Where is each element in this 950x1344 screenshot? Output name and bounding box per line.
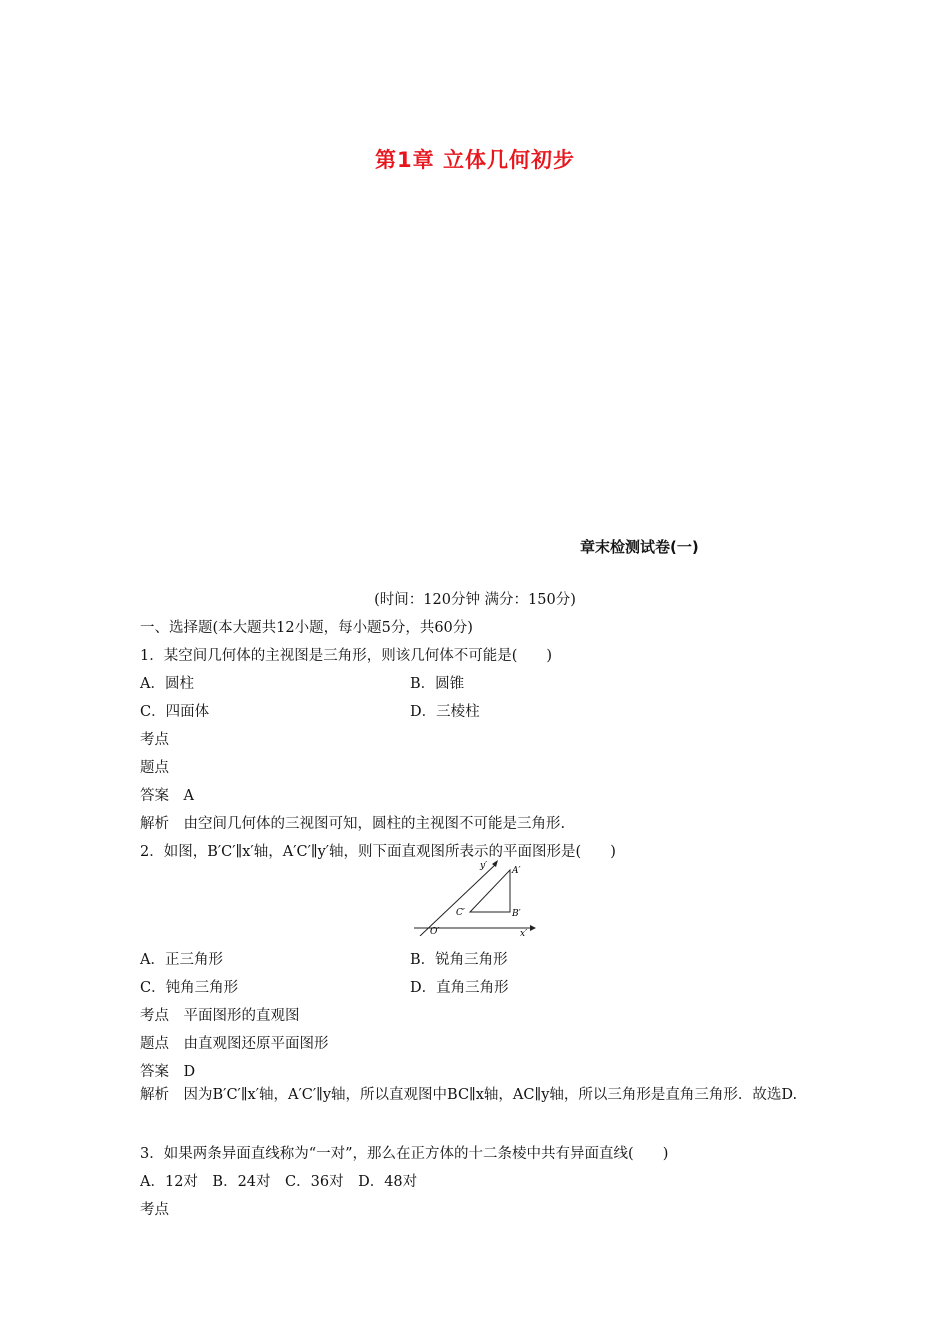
label-y: y′: [480, 861, 488, 871]
chapter-title: 第1章 立体几何初步: [375, 148, 575, 172]
q1-tidian: 题点: [140, 760, 169, 776]
exam-info: (时间：120分钟 满分：150分): [374, 592, 576, 608]
q1-kaodian: 考点: [140, 732, 169, 748]
label-o: O′: [430, 927, 440, 936]
label-b: B′: [512, 909, 521, 919]
label-c: C′: [456, 908, 465, 918]
q1-option-a: A．圆柱: [140, 676, 194, 692]
label-a: A′: [512, 866, 521, 876]
q2-stem: 2．如图，B′C′∥x′轴，A′C′∥y′轴，则下面直观图所表示的平面图形是( ): [140, 844, 616, 860]
q1-analysis: 解析 由空间几何体的三视图可知，圆柱的主视图不可能是三角形.: [140, 816, 566, 832]
section-heading: 一、选择题(本大题共12小题，每小题5分，共60分): [140, 620, 473, 636]
q2-option-a: A．正三角形: [140, 952, 223, 968]
q1-option-b: B．圆锥: [410, 676, 465, 692]
q1-option-d: D．三棱柱: [410, 704, 480, 720]
q1-stem: 1．某空间几何体的主视图是三角形，则该几何体不可能是( ): [140, 648, 553, 664]
q1-answer: 答案 A: [140, 788, 194, 804]
q1-option-c: C．四面体: [140, 704, 210, 720]
x-axis-arrow: [530, 925, 536, 931]
q2-option-b: B．锐角三角形: [410, 952, 508, 968]
triangle-abc: [470, 870, 510, 912]
q2-kaodian: 考点 平面图形的直观图: [140, 1008, 300, 1024]
q2-option-c: C．钝角三角形: [140, 980, 239, 996]
exam-title: 章末检测试卷(一): [580, 538, 699, 556]
q2-analysis: 解析 因为B′C′∥x′轴，A′C′∥y轴，所以直观图中BC∥x轴，AC∥y轴，所以三角形是直角三角形．故选D.: [140, 1087, 798, 1103]
q2-answer: 答案 D: [140, 1064, 196, 1080]
oblique-projection-figure: [412, 856, 538, 936]
y-axis: [420, 864, 496, 936]
q3-options: A．12对 B．24对 C．36对 D．48对: [140, 1174, 418, 1190]
q3-kaodian: 考点: [140, 1202, 169, 1218]
y-axis-arrow: [492, 860, 498, 867]
q2-option-d: D．直角三角形: [410, 980, 509, 996]
q3-stem: 3．如果两条异面直线称为“一对”，那么在正方体的十二条棱中共有异面直线( ): [140, 1146, 669, 1162]
label-x: x′: [520, 929, 528, 936]
q2-tidian: 题点 由直观图还原平面图形: [140, 1036, 329, 1052]
